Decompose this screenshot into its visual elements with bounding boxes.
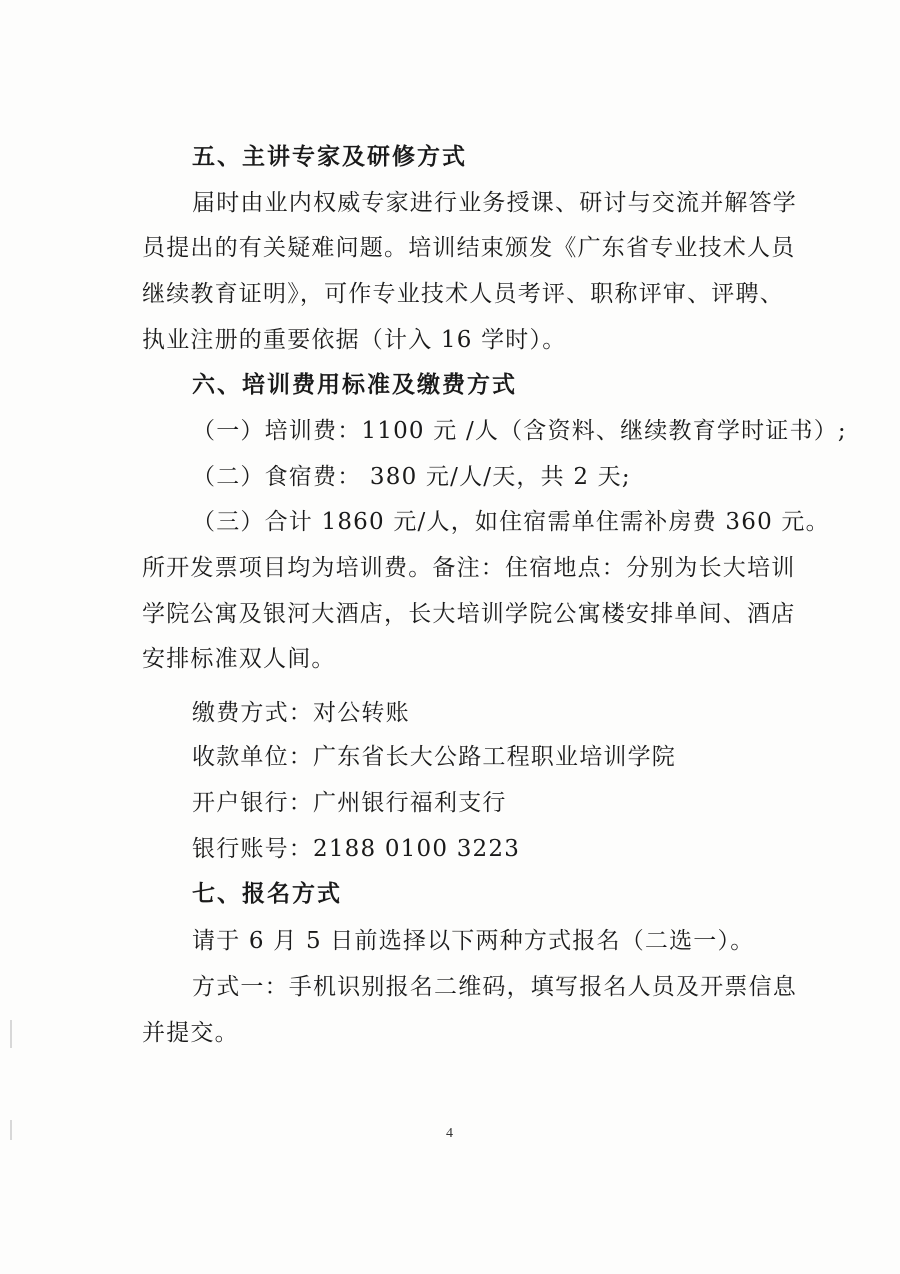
scan-artifact [10, 1020, 12, 1048]
note-line-1: 所开发票项目均为培训费。备注：住宿地点：分别为长大培训 [142, 555, 796, 581]
section-6-heading: 六、培训费用标准及缴费方式 [192, 372, 517, 398]
fee-item-lodging: （二）食宿费： 380 元/人/天，共 2 天; [192, 464, 631, 490]
page-number: 4 [446, 1126, 453, 1141]
note-line-3: 安排标准双人间。 [142, 646, 336, 672]
fee-item-total: （三）合计 1860 元/人，如住宿需单住需补房费 360 元。 [192, 509, 830, 535]
scan-artifact [10, 1120, 12, 1140]
payment-payee: 收款单位：广东省长大公路工程职业培训学院 [192, 744, 676, 770]
section-5-heading: 五、主讲专家及研修方式 [192, 144, 467, 170]
section-5-paragraph-line-1: 届时由业内权威专家进行业务授课、研讨与交流并解答学 [192, 190, 797, 216]
section-7-line-3: 并提交。 [142, 1020, 239, 1046]
note-line-2: 学院公寓及银河大酒店，长大培训学院公寓楼安排单间、酒店 [142, 601, 796, 627]
payment-bank: 开户银行：广州银行福利支行 [192, 790, 507, 816]
section-5-paragraph-line-4: 执业注册的重要依据（计入 16 学时）。 [142, 327, 567, 353]
section-5-paragraph-line-2: 员提出的有关疑难问题。培训结束颁发《广东省专业技术人员 [142, 235, 796, 261]
section-7-line-2: 方式一：手机识别报名二维码，填写报名人员及开票信息 [192, 974, 797, 1000]
fee-item-training: （一）培训费：1100 元 /人（含资料、继续教育学时证书）; [192, 418, 847, 444]
section-7-heading: 七、报名方式 [192, 881, 342, 907]
section-5-paragraph-line-3: 继续教育证明》，可作专业技术人员考评、职称评审、评聘、 [142, 281, 784, 307]
payment-account: 银行账号：2188 0100 3223 [192, 836, 521, 862]
section-7-line-1: 请于 6 月 5 日前选择以下两种方式报名（二选一）。 [192, 928, 755, 954]
payment-method: 缴费方式：对公转账 [192, 700, 410, 726]
